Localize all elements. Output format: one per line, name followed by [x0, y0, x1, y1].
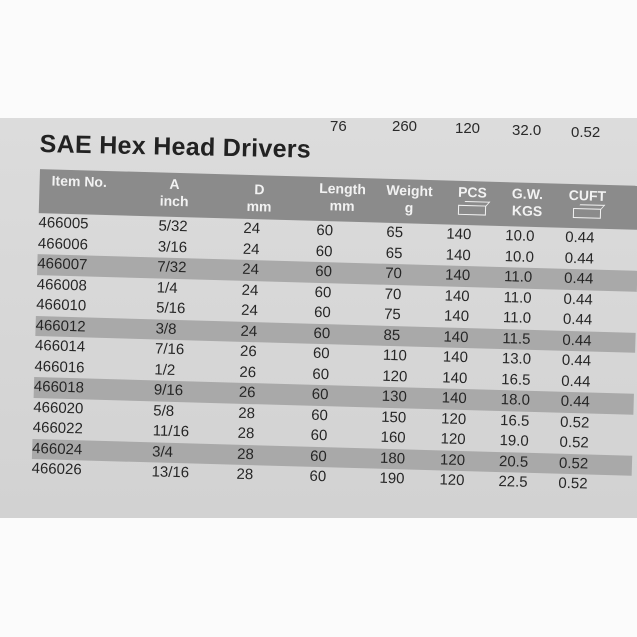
cell-pcs: 120 — [440, 430, 466, 449]
cell-cuft: 0.44 — [561, 351, 592, 370]
cell-gw: 20.5 — [498, 452, 529, 471]
header-weight-label: Weight — [386, 181, 433, 200]
cell-length: 60 — [312, 365, 330, 383]
cell-pcs: 140 — [442, 348, 469, 367]
header-a-label: A — [169, 175, 180, 193]
cell-a: 5/8 — [153, 401, 175, 420]
cell-weight: 190 — [379, 469, 405, 488]
cell-gw: 10.0 — [505, 227, 535, 245]
cell-item: 466018 — [33, 378, 85, 397]
cell-d: 24 — [240, 322, 258, 340]
header-d-label: D — [254, 181, 265, 198]
cell-length: 60 — [313, 324, 331, 342]
header-length-label: Length — [319, 179, 367, 198]
cell-weight: 70 — [384, 285, 402, 303]
section-title: SAE Hex Head Drivers — [39, 130, 312, 164]
cell-a: 7/16 — [154, 340, 185, 359]
cell-item: 466016 — [34, 357, 85, 376]
cell-gw: 11.0 — [503, 288, 532, 307]
cell-cuft: 0.44 — [562, 331, 592, 350]
cell-gw: 16.5 — [501, 370, 531, 389]
cell-gw: 10.0 — [504, 247, 535, 266]
cell-item: 466024 — [31, 439, 83, 458]
cell-item: 466014 — [34, 337, 86, 356]
cell-d: 26 — [238, 383, 256, 402]
cell-cuft: 0.44 — [560, 392, 591, 411]
cell-weight: 85 — [383, 326, 401, 344]
cell-pcs: 120 — [439, 450, 466, 469]
header-pcs-label: PCS — [457, 183, 488, 201]
cell-d: 28 — [238, 404, 256, 422]
cell-item: 466006 — [37, 234, 89, 253]
cell-d: 26 — [239, 342, 257, 361]
cell-pcs: 140 — [443, 327, 469, 346]
cell-cuft: 0.44 — [563, 269, 594, 288]
cell-cuft: 0.44 — [561, 372, 591, 391]
header-weight — [374, 181, 445, 217]
cell-weight: 130 — [381, 387, 408, 406]
cell-a: 3/16 — [157, 237, 188, 256]
cell-length: 60 — [316, 221, 334, 240]
cell-pcs: 140 — [441, 389, 468, 408]
cell-gw: 11.0 — [503, 268, 533, 286]
cell-a: 5/16 — [155, 299, 186, 318]
cell-length: 60 — [309, 447, 328, 465]
carton-box-icon — [559, 204, 615, 223]
cell-pcs: 140 — [445, 245, 472, 264]
cell-gw: 11.0 — [502, 309, 532, 327]
cell-length: 60 — [315, 262, 333, 281]
cell-d: 28 — [236, 445, 255, 463]
cell-a: 5/32 — [158, 217, 188, 236]
cell-length: 60 — [313, 303, 332, 322]
cell-length: 60 — [312, 344, 330, 363]
cell-weight: 65 — [386, 223, 404, 242]
cell-pcs: 120 — [440, 409, 467, 428]
cell-weight: 180 — [379, 449, 406, 467]
cell-pcs: 140 — [444, 266, 471, 285]
carton-box-icon — [447, 201, 497, 219]
header-gw — [501, 185, 554, 220]
prev-cell: 0.52 — [571, 124, 601, 141]
cell-length: 60 — [310, 406, 329, 424]
cell-d: 28 — [237, 424, 255, 443]
header-item-no: Item No. — [51, 172, 108, 190]
cell-length: 60 — [309, 467, 327, 486]
cell-d: 26 — [239, 363, 257, 381]
spec-table — [0, 168, 637, 497]
header-length — [307, 180, 378, 216]
cell-d: 24 — [240, 301, 259, 320]
header-weight-unit: g — [404, 199, 414, 216]
cell-item: 466020 — [33, 398, 84, 417]
cell-weight: 150 — [380, 408, 407, 426]
cell-length: 60 — [310, 426, 328, 445]
cell-item: 466010 — [35, 296, 87, 315]
cell-a: 1/2 — [154, 360, 176, 379]
cell-pcs: 140 — [442, 368, 468, 387]
header-pcs — [447, 184, 498, 219]
cell-length: 60 — [315, 242, 333, 260]
cell-gw: 16.5 — [499, 411, 530, 430]
cell-item: 466012 — [35, 316, 86, 335]
header-cuft-label: CUFT — [568, 186, 607, 204]
cell-a: 7/32 — [157, 258, 187, 277]
header-a-unit: inch — [159, 192, 189, 210]
cell-pcs: 140 — [444, 286, 470, 305]
header-a — [139, 175, 210, 211]
prev-cell: 260 — [392, 118, 418, 135]
header-gw-label: G.W. — [511, 185, 544, 203]
cell-length: 60 — [314, 283, 332, 301]
cell-weight: 110 — [382, 346, 408, 365]
cell-cuft: 0.52 — [558, 454, 589, 473]
cell-weight: 65 — [385, 244, 403, 262]
cell-a: 3/4 — [151, 442, 174, 461]
header-d-unit: mm — [246, 197, 272, 215]
cell-weight: 120 — [382, 367, 408, 385]
cell-a: 3/8 — [155, 319, 177, 338]
cell-cuft: 0.52 — [559, 433, 589, 452]
cell-pcs: 120 — [439, 471, 465, 490]
cell-d: 24 — [242, 240, 260, 258]
cell-cuft: 0.52 — [559, 413, 590, 432]
header-length-unit: mm — [329, 197, 355, 214]
cell-gw: 11.5 — [502, 329, 531, 348]
header-d — [234, 181, 285, 216]
cell-d: 24 — [241, 281, 259, 299]
cell-pcs: 140 — [446, 225, 472, 244]
cell-d: 28 — [236, 465, 254, 484]
cell-gw: 13.0 — [501, 350, 532, 368]
table-body — [0, 212, 637, 497]
cell-weight: 75 — [383, 305, 401, 324]
cell-cuft: 0.44 — [565, 228, 595, 247]
cell-a: 1/4 — [156, 278, 178, 297]
cell-gw: 18.0 — [500, 391, 531, 409]
cell-gw: 19.0 — [499, 432, 530, 450]
cell-item: 466026 — [31, 460, 82, 479]
cell-item: 466008 — [36, 275, 88, 294]
prev-cell: 76 — [330, 118, 347, 135]
cell-cuft: 0.44 — [562, 310, 593, 329]
header-cuft — [559, 187, 616, 223]
prev-cell: 120 — [455, 120, 481, 137]
cell-a: 11/16 — [152, 422, 190, 441]
cell-length: 60 — [311, 385, 329, 404]
catalog-page — [0, 118, 637, 518]
header-gw-unit: KGS — [511, 202, 543, 220]
cell-a: 9/16 — [153, 381, 184, 400]
cell-pcs: 140 — [443, 307, 470, 326]
cell-item: 466007 — [37, 255, 88, 274]
cell-weight: 70 — [384, 264, 403, 283]
cell-d: 24 — [243, 219, 261, 238]
cell-cuft: 0.44 — [563, 290, 593, 309]
cell-item: 466005 — [38, 214, 89, 233]
prev-cell: 32.0 — [512, 122, 542, 139]
cell-gw: 22.5 — [498, 473, 528, 491]
cell-cuft: 0.44 — [564, 249, 595, 268]
cell-item: 466022 — [32, 419, 84, 438]
cell-weight: 160 — [380, 428, 406, 447]
cell-a: 13/16 — [151, 463, 190, 482]
cell-d: 24 — [242, 260, 260, 279]
cell-cuft: 0.52 — [558, 474, 588, 493]
